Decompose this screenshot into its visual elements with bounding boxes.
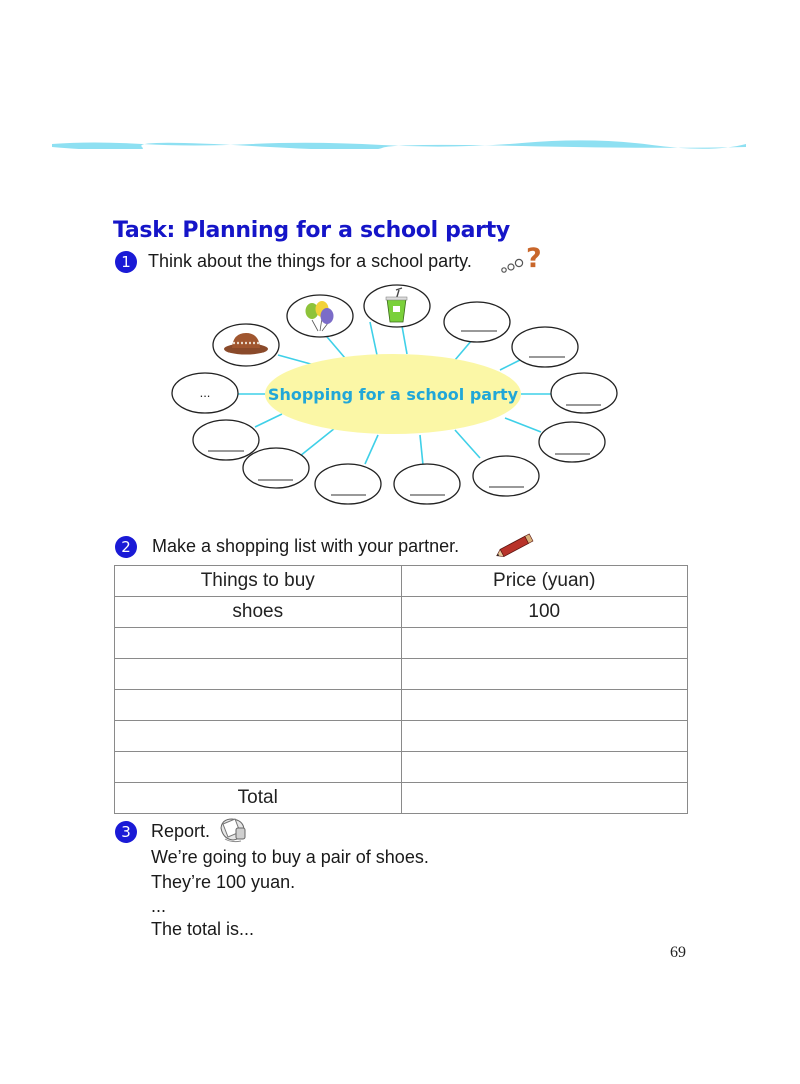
table-cell-item[interactable]: shoes (115, 597, 402, 628)
mindmap-node-blank (394, 464, 460, 504)
table-cell-price[interactable] (401, 721, 688, 752)
task-title: Task: Planning for a school party (113, 218, 510, 243)
step-1-badge: 1 (115, 251, 137, 273)
page-number: 69 (670, 944, 686, 961)
step-2-text: Make a shopping list with your partner. (152, 536, 460, 556)
table-row (115, 659, 688, 690)
table-cell-price[interactable] (401, 659, 688, 690)
column-header-price: Price (yuan) (401, 566, 688, 597)
mindmap-node-blank (444, 302, 510, 342)
mindmap-node-blank (193, 420, 259, 460)
total-label: Total (115, 783, 402, 814)
mindmap-node-blank (551, 373, 617, 413)
report-line: They’re 100 yuan. (151, 872, 296, 892)
mindmap-node-blank (539, 422, 605, 462)
table-cell-item[interactable] (115, 721, 402, 752)
svg-text:?: ? (526, 243, 542, 274)
table-cell-price[interactable]: 100 (401, 597, 688, 628)
pencil-icon (494, 530, 540, 560)
table-cell-item[interactable] (115, 659, 402, 690)
report-line: We’re going to buy a pair of shoes. (151, 847, 429, 867)
table-row (115, 628, 688, 659)
table-cell-item[interactable] (115, 690, 402, 721)
table-cell-price[interactable] (401, 628, 688, 659)
mindmap-node-blank (315, 464, 381, 504)
step-3-text: Report. (151, 821, 211, 841)
step-2-badge: 2 (115, 536, 137, 558)
table-cell-price[interactable] (401, 752, 688, 783)
mindmap-node-blank (243, 448, 309, 488)
table-cell-item[interactable] (115, 628, 402, 659)
total-row (115, 783, 688, 814)
table-row (115, 721, 688, 752)
table-row (115, 597, 688, 628)
table-cell-price[interactable] (401, 690, 688, 721)
mindmap-hub-label: Shopping for a school party (267, 385, 519, 404)
mindmap-node-blank (473, 456, 539, 496)
table-row (115, 690, 688, 721)
shopping-list (114, 565, 688, 814)
mindmap-ellipsis: ... (199, 385, 211, 400)
step-3-badge: 3 (115, 821, 137, 843)
report-line: The total is... (151, 919, 255, 939)
table-cell-item[interactable] (115, 752, 402, 783)
microphone-speaker-icon (216, 812, 250, 846)
column-header-things: Things to buy (115, 566, 402, 597)
step-1-text: Think about the things for a school party. (148, 251, 472, 271)
mindmap-node-blank (512, 327, 578, 367)
table-row (115, 752, 688, 783)
total-value-cell[interactable] (401, 783, 688, 814)
report-line: ... (151, 896, 167, 916)
